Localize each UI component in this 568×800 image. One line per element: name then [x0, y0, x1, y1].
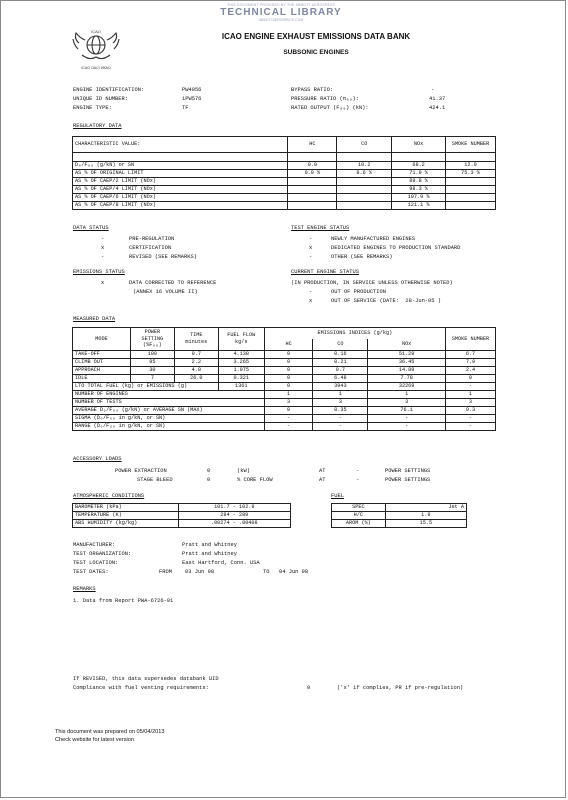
table-cell: 0: [264, 359, 313, 367]
table-cell: 0: [264, 375, 313, 383]
table-row: [73, 178, 496, 186]
summary-label: NUMBER OF ENGINES: [73, 391, 265, 399]
table-cell: 0.321: [218, 375, 264, 383]
engine-identification-label: ENGINE IDENTIFICATION:: [73, 87, 145, 93]
table-cell: -: [264, 423, 313, 431]
mode-cell: IDLE: [73, 375, 131, 383]
table-cell: AS % OF ORIGINAL LIMIT: [73, 170, 288, 178]
table-cell: 1.9: [385, 512, 466, 520]
revised-supersedes-text: If REVISED, this data supersedes databank UID: [73, 676, 219, 682]
table-cell: 0.7: [313, 367, 368, 375]
table-cell: 4.0: [174, 367, 218, 375]
lto-co: 3943: [313, 383, 368, 391]
table-cell: 100: [130, 351, 174, 359]
header-time-unit: minutes: [185, 339, 208, 345]
emissions-status-mark-1: x: [101, 280, 105, 286]
table-cell: 0: [445, 375, 495, 383]
table-cell: 7: [130, 375, 174, 383]
header-smoke-number: SMOKE NUMBER: [445, 328, 495, 351]
table-cell: 68.2: [392, 162, 446, 170]
current-engine-mark-2: x: [309, 298, 313, 304]
table-cell: 4.138: [218, 351, 264, 359]
power-extraction-setting: -: [356, 468, 360, 474]
logo-ring-text: ICAO: [91, 29, 101, 34]
table-cell: 101.7 - 102.9: [178, 504, 290, 512]
header-fuel-flow-label: FUEL FLOW: [227, 332, 256, 339]
test-engine-item-3: OTHER (SEE REMARKS): [331, 254, 393, 260]
header-characteristic: CHARACTERISTIC VALUE:: [73, 137, 288, 153]
table-cell: 0.0: [288, 162, 337, 170]
remark-item-1: 1. Data from Report PWA-6726-01: [73, 598, 174, 604]
header-co: CO: [313, 339, 368, 351]
table-cell: 30: [130, 367, 174, 375]
table-cell: 2.2: [174, 359, 218, 367]
test-engine-item-2: DEDICATED ENGINES TO PRODUCTION STANDARD: [331, 245, 461, 251]
table-row: [73, 407, 496, 415]
table-row: [73, 415, 496, 423]
table-cell: AS % OF CAEP/8 LIMIT (NOx): [73, 202, 288, 210]
table-cell: 3: [313, 399, 368, 407]
table-cell: 71.9 %: [392, 170, 446, 178]
regulatory-data-heading: REGULATORY DATA: [73, 123, 122, 129]
engine-type-value: TF: [182, 105, 189, 111]
table-cell: AS % OF CAEP/6 LIMIT (NOx): [73, 194, 288, 202]
table-cell: BAROMETER (kPa): [73, 504, 179, 512]
header-fuel-flow-unit: kg/s: [235, 339, 248, 345]
data-status-item-1: PRE-REGULATION: [129, 236, 175, 242]
table-row: [332, 520, 467, 528]
stage-bleed-setting: -: [356, 477, 360, 483]
pressure-ratio-value: 41.37: [429, 96, 446, 102]
table-cell: 0: [264, 351, 313, 359]
document-title: ICAO ENGINE EXHAUST EMISSIONS DATA BANK: [221, 32, 411, 41]
test-engine-item-1: NEWLY MANUFACTURED ENGINES: [331, 236, 416, 242]
lto-hc: 0: [264, 383, 313, 391]
table-cell: 0: [264, 367, 313, 375]
lto-fuel: 1361: [218, 383, 264, 391]
lto-total-row: [73, 383, 496, 391]
data-status-item-3: REVISED (SEE REMARKS): [129, 254, 197, 260]
table-row: [73, 202, 496, 210]
measured-data-table: [72, 327, 496, 431]
emissions-status-heading: EMISSIONS STATUS: [73, 269, 125, 275]
stage-bleed-label: STAGE BLEED: [137, 477, 173, 483]
header-co: CO: [337, 137, 392, 153]
table-cell: 8.35: [313, 407, 368, 415]
summary-label: RANGE (D₀/F₀₀ in g/kN, or SN): [73, 423, 265, 431]
fuel-venting-compliance-value: 0: [307, 685, 311, 691]
table-cell: 3.265: [218, 359, 264, 367]
table-row: [73, 170, 496, 178]
table-row: [73, 504, 291, 512]
header-power: POWER: [144, 329, 161, 336]
test-engine-mark-3: -: [309, 254, 313, 260]
test-location-value: East Hartford, Conn. USA: [182, 560, 260, 566]
table-cell: 6.48: [313, 375, 368, 383]
table-row: [73, 520, 291, 528]
remarks-heading: REMARKS: [73, 586, 96, 592]
unique-id-label: UNIQUE ID NUMBER:: [73, 96, 128, 102]
table-row: [73, 423, 496, 431]
test-engine-mark-1: -: [309, 236, 313, 242]
table-cell: 7.78: [368, 375, 446, 383]
table-cell: 3: [264, 399, 313, 407]
engine-identification-value: PW4056: [182, 87, 202, 93]
table-cell: 121.1 %: [392, 202, 446, 210]
table-cell: -: [368, 423, 446, 431]
table-cell: 9.3: [445, 407, 495, 415]
table-cell: 1.075: [218, 367, 264, 375]
check-website-text: Check website for latest version: [55, 737, 134, 743]
test-engine-status-heading: TEST ENGINE STATUS: [291, 225, 350, 231]
power-extraction-unit: (kW): [237, 468, 250, 474]
test-dates-from: 03 Jun 98: [185, 569, 215, 575]
table-cell: -: [445, 423, 495, 431]
fuel-table: [331, 503, 467, 528]
bypass-ratio-label: BYPASS RATIO:: [291, 87, 334, 93]
table-cell: 14.89: [368, 367, 446, 375]
header-time: [174, 328, 218, 351]
table-cell: 1: [264, 391, 313, 399]
table-row: [73, 162, 496, 170]
test-organization-label: TEST ORGANIZATION:: [73, 551, 132, 557]
fuel-heading: FUEL: [331, 493, 344, 499]
table-cell: 0.21: [313, 359, 368, 367]
manufacturer-label: MANUFACTURER:: [73, 542, 116, 548]
watermark: [201, 3, 361, 22]
mode-cell: APPROACH: [73, 367, 131, 375]
table-cell: 26.0: [174, 375, 218, 383]
data-status-mark-2: x: [101, 245, 105, 251]
table-cell: AROM (%): [332, 520, 386, 528]
emissions-status-item-2: (ANNEX 16 VOLUME II): [133, 289, 198, 295]
watermark-line-2: TECHNICAL LIBRARY: [220, 7, 342, 18]
table-cell: 1: [368, 391, 446, 399]
unique-id-value: 1PW576: [182, 96, 202, 102]
document-subtitle: SUBSONIC ENGINES: [283, 49, 349, 56]
table-cell: 2.4: [445, 367, 495, 375]
table-cell: -: [445, 415, 495, 423]
regulatory-header-row: [73, 137, 496, 153]
power-extraction-at: AT: [319, 468, 326, 474]
header-nox: NOx: [368, 339, 446, 351]
table-cell: 36.45: [368, 359, 446, 367]
table-cell: -: [313, 423, 368, 431]
test-organization-value: Pratt and Whitney: [182, 551, 237, 557]
table-cell: 6.7: [445, 351, 495, 359]
table-cell: .00274 - .00408: [178, 520, 290, 528]
stage-bleed-value: 0: [207, 477, 211, 483]
power-extraction-value: 0: [207, 468, 211, 474]
table-cell: AS % OF CAEP/2 LIMIT (NOx): [73, 178, 288, 186]
table-cell: 12.0: [446, 162, 496, 170]
header-emissions-indices: EMISSIONS INDICES (g/kg): [264, 328, 445, 340]
table-cell: D₀/F₀₀ (g/kN) or SN: [73, 162, 288, 170]
table-cell: 15.5: [385, 520, 466, 528]
table-row: [73, 359, 496, 367]
table-cell: 3: [445, 399, 495, 407]
test-dates-label: TEST DATES:: [73, 569, 109, 575]
table-row: [73, 194, 496, 202]
summary-label: NUMBER OF TESTS: [73, 399, 265, 407]
table-row: [332, 512, 467, 520]
table-cell: 3: [368, 399, 446, 407]
table-cell: ABS HUMIDITY (kg/kg): [73, 520, 179, 528]
header-fuel-flow: [218, 328, 264, 351]
power-extraction-settings-label: POWER SETTINGS: [385, 468, 431, 474]
regulatory-data-table: [72, 136, 496, 210]
table-cell: AS % OF CAEP/4 LIMIT (NOx): [73, 186, 288, 194]
manufacturer-value: Pratt and Whitney: [182, 542, 237, 548]
rated-output-label: RATED OUTPUT (F₀₀) (kN):: [291, 105, 369, 111]
table-cell: 75.3 %: [446, 170, 496, 178]
engine-type-label: ENGINE TYPE:: [73, 105, 112, 111]
watermark-line-3: ABBOTTAEROSPACE.COM: [258, 18, 304, 22]
summary-label: SIGMA (D₀/F₀₀ in g/kN, or SN): [73, 415, 265, 423]
data-status-heading: DATA STATUS: [73, 225, 109, 231]
measured-data-heading: MEASURED DATA: [73, 316, 116, 322]
header-power-setting: [130, 328, 174, 351]
table-row: [73, 375, 496, 383]
lto-smoke: -: [445, 383, 495, 391]
table-row: [73, 351, 496, 359]
atmospheric-conditions-table: [72, 503, 291, 528]
header-hc: HC: [264, 339, 313, 351]
header-power-unit: (%F₀₀): [143, 342, 162, 349]
table-cell: -: [368, 415, 446, 423]
emissions-status-item-1: DATA CORRECTED TO REFERENCE: [129, 280, 217, 286]
current-engine-item-1: OUT OF PRODUCTION: [331, 289, 386, 295]
table-cell: 7.9: [445, 359, 495, 367]
table-cell: 89.8 %: [392, 178, 446, 186]
table-cell: 1: [445, 391, 495, 399]
table-row: [73, 186, 496, 194]
test-dates-to-label: TO: [263, 569, 270, 575]
current-engine-mark-1: -: [309, 289, 313, 295]
prepared-date-text: This document was prepared on 05/04/2013: [55, 729, 165, 735]
mode-cell: CLIMB OUT: [73, 359, 131, 367]
measured-header-row: [73, 328, 496, 340]
stage-bleed-at: AT: [319, 477, 326, 483]
fuel-venting-compliance-note: ('x' if complies, PR if pre-regulation): [337, 685, 464, 691]
test-location-label: TEST LOCATION:: [73, 560, 119, 566]
table-cell: -: [313, 415, 368, 423]
table-cell: 1: [313, 391, 368, 399]
pressure-ratio-label: PRESSURE RATIO (π₀₀):: [291, 96, 359, 102]
accessory-loads-heading: ACCESSORY LOADS: [73, 456, 122, 462]
power-extraction-label: POWER EXTRACTION: [115, 468, 167, 474]
table-cell: 284 - 289: [178, 512, 290, 520]
table-cell: 0.0 %: [288, 170, 337, 178]
table-cell: 107.9 %: [392, 194, 446, 202]
atmospheric-conditions-heading: ATMOSPHERIC CONDITIONS: [73, 493, 145, 499]
mode-cell: TAKE-OFF: [73, 351, 131, 359]
fuel-venting-compliance-label: Compliance with fuel venting requirements:: [73, 685, 209, 691]
summary-label: AVERAGE D₀/F₀₀ (g/kN) or AVERAGE SN (MAX): [73, 407, 265, 415]
table-cell: 0.16: [313, 351, 368, 359]
logo-caption: ICAO OACI ИКАО: [81, 66, 111, 70]
stage-bleed-settings-label: POWER SETTINGS: [385, 477, 431, 483]
table-cell: 51.29: [368, 351, 446, 359]
data-status-mark-3: -: [101, 254, 105, 260]
table-cell: -: [264, 415, 313, 423]
table-cell: 98.3 %: [392, 186, 446, 194]
data-status-mark-1: -: [101, 236, 105, 242]
table-cell: 8.6 %: [337, 170, 392, 178]
table-cell: 0: [264, 407, 313, 415]
table-row: [73, 512, 291, 520]
data-status-item-2: CERTIFICATION: [129, 245, 172, 251]
header-time-label: TIME: [190, 332, 203, 339]
header-mode: MODE: [73, 328, 131, 351]
table-cell: 10.2: [337, 162, 392, 170]
header-smoke: SMOKE NUMBER: [446, 137, 496, 153]
table-cell: H/C: [332, 512, 386, 520]
test-dates-to: 04 Jun 98: [279, 569, 309, 575]
table-row: [73, 391, 496, 399]
table-row: [73, 399, 496, 407]
lto-label: LTO TOTAL FUEL (kg) or EMISSIONS (g): [73, 383, 219, 391]
table-spacer-row: [73, 153, 496, 162]
table-cell: TEMPERATURE (K): [73, 512, 179, 520]
icao-logo: [70, 27, 122, 73]
current-engine-item-2: OUT OF SERVICE (DATE: 28-Jun-05 ): [331, 298, 441, 304]
table-cell: SPEC: [332, 504, 386, 512]
table-cell: 76.1: [368, 407, 446, 415]
header-nox: NOx: [392, 137, 446, 153]
test-dates-from-label: FROM: [159, 569, 172, 575]
current-engine-status-heading: CURRENT ENGINE STATUS: [291, 269, 359, 275]
current-engine-status-intro: (IN PRODUCTION, IN SERVICE UNLESS OTHERWISE NOTED): [291, 280, 453, 286]
header-hc: HC: [288, 137, 337, 153]
lto-nox: 32269: [368, 383, 446, 391]
rated-output-value: 424.1: [429, 105, 446, 111]
watermark-line-1: THIS DOCUMENT PROVIDED BY THE ABBOTT AEROSPACE: [226, 3, 336, 7]
table-cell: Jet A: [385, 504, 466, 512]
stage-bleed-unit: % CORE FLOW: [237, 477, 273, 483]
table-row: [332, 504, 467, 512]
table-row: [73, 367, 496, 375]
test-engine-mark-2: x: [309, 245, 313, 251]
bypass-ratio-value: -: [431, 87, 435, 93]
header-setting: SETTING: [141, 335, 164, 342]
table-cell: 85: [130, 359, 174, 367]
table-cell: 0.7: [174, 351, 218, 359]
